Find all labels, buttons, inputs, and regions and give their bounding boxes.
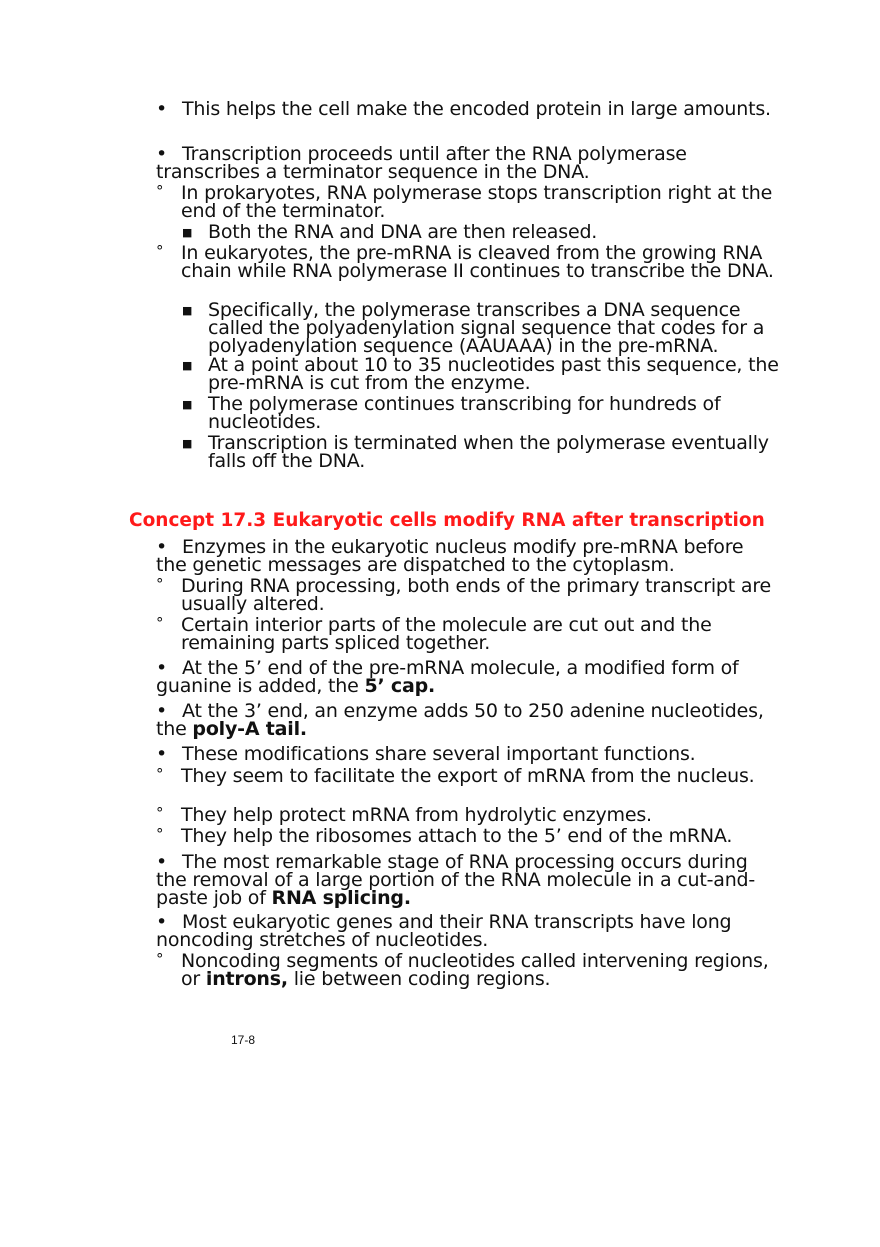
sub-bullet-paragraph (156, 184, 781, 220)
bullet-paragraph (156, 145, 776, 181)
paragraph-text: Both the RNA and DNA are then released. (208, 221, 598, 243)
square-bullet-icon: ■ (182, 398, 193, 411)
paragraph-text: At the 5’ end of the pre-mRNA molecule, a modified form of guanine is added, the (156, 657, 739, 697)
sub-sub-bullet-paragraph (182, 395, 788, 431)
sub-bullet-paragraph (156, 952, 781, 988)
paragraph-text: They help the ribosomes attach to the 5’ end of the mRNA. (181, 825, 733, 847)
bullet-paragraph (156, 702, 776, 738)
paragraph-text: The most remarkable stage of RNA processing occurs during the removal of a large portion of the RNA molecule in a cut-and-paste job of (156, 851, 756, 909)
sub-bullet-paragraph (156, 244, 781, 280)
paragraph-text: Certain interior parts of the molecule are cut out and the remaining parts spliced together. (181, 614, 712, 654)
degree-bullet-icon: ° (156, 950, 164, 968)
bullet-paragraph (156, 659, 776, 695)
degree-bullet-icon: ° (156, 825, 164, 843)
paragraph-text: During RNA processing, both ends of the primary transcript are usually altered. (181, 575, 772, 615)
degree-bullet-icon: ° (156, 614, 164, 632)
bullet-icon: • (156, 911, 168, 933)
paragraph-text: The polymerase continues transcribing for hundreds of nucleotides. (208, 393, 721, 433)
concept-heading: Concept 17.3 Eukaryotic cells modify RNA after transcription (129, 510, 765, 531)
degree-bullet-icon: ° (156, 182, 164, 200)
bullet-icon: • (156, 98, 168, 120)
bullet-paragraph (156, 745, 776, 763)
paragraph-text: At a point about 10 to 35 nucleotides past this sequence, the pre-mRNA is cut from the enzyme. (208, 354, 779, 394)
square-bullet-icon: ■ (182, 437, 193, 450)
page-number: 17-8 (231, 1033, 256, 1047)
paragraph-text: These modifications share several important functions. (182, 743, 696, 765)
bullet-paragraph (156, 853, 776, 907)
paragraph-text: Noncoding segments of nucleotides called intervening regions, or (181, 950, 769, 990)
paragraph-text: Transcription is terminated when the polymerase eventually falls off the DNA. (208, 432, 769, 472)
paragraph-text: In prokaryotes, RNA polymerase stops transcription right at the end of the terminator. (181, 182, 773, 222)
paragraph-text: In eukaryotes, the pre-mRNA is cleaved from the growing RNA chain while RNA polymerase II continues to transcribe the DNA. (181, 242, 774, 282)
paragraph-text: Specifically, the polymerase transcribes a DNA sequence called the polyadenylation signal sequence that codes for a polyadenylation sequence (AAUAAA) in the pre-mRNA. (208, 299, 765, 357)
key-term: poly-A tail. (192, 718, 307, 740)
paragraph-text: Transcription proceeds until after the RNA polymerase transcribes a terminator sequence in the DNA. (156, 143, 687, 183)
sub-bullet-paragraph (156, 806, 781, 824)
degree-bullet-icon: ° (156, 765, 164, 783)
paragraph-text: Most eukaryotic genes and their RNA transcripts have long noncoding stretches of nucleotides. (156, 911, 732, 951)
degree-bullet-icon: ° (156, 804, 164, 822)
degree-bullet-icon: ° (156, 575, 164, 593)
sub-sub-bullet-paragraph (182, 434, 788, 470)
degree-bullet-icon: ° (156, 242, 164, 260)
square-bullet-icon: ■ (182, 226, 193, 239)
bullet-icon: • (156, 743, 168, 765)
sub-bullet-paragraph (156, 577, 781, 613)
paragraph-text: lie between coding regions. (287, 968, 551, 990)
sub-bullet-paragraph (156, 827, 781, 845)
paragraph-text: They seem to facilitate the export of mRNA from the nucleus. (181, 765, 755, 787)
paragraph-text: They help protect mRNA from hydrolytic enzymes. (181, 804, 652, 826)
bullet-icon: • (156, 536, 168, 558)
key-term: introns, (205, 968, 288, 990)
bullet-icon: • (156, 657, 168, 679)
square-bullet-icon: ■ (182, 304, 193, 317)
bullet-icon: • (156, 143, 168, 165)
paragraph-text: At the 3’ end, an enzyme adds 50 to 250 adenine nucleotides, the (156, 700, 764, 740)
bullet-paragraph (156, 100, 776, 118)
key-term: 5’ cap. (364, 675, 436, 697)
square-bullet-icon: ■ (182, 359, 193, 372)
key-term: RNA splicing. (271, 887, 411, 909)
sub-bullet-paragraph (156, 767, 781, 785)
sub-sub-bullet-paragraph (182, 301, 788, 355)
paragraph-text: This helps the cell make the encoded protein in large amounts. (182, 98, 771, 120)
paragraph-text: Enzymes in the eukaryotic nucleus modify pre-mRNA before the genetic messages are dispatched to the cytoplasm. (156, 536, 744, 576)
sub-sub-bullet-paragraph (182, 356, 788, 392)
bullet-icon: • (156, 851, 168, 873)
sub-sub-bullet-paragraph (182, 223, 788, 241)
sub-bullet-paragraph (156, 616, 781, 652)
bullet-icon: • (156, 700, 168, 722)
bullet-paragraph (156, 538, 776, 574)
bullet-paragraph (156, 913, 776, 949)
